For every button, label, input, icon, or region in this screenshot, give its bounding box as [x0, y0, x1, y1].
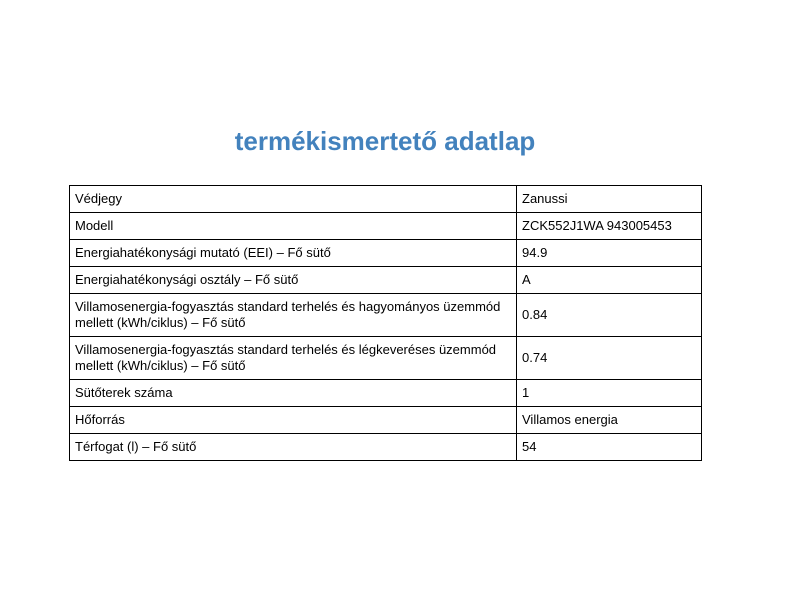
spec-label-cell: Modell	[70, 213, 517, 240]
spec-label-cell: Térfogat (l) – Fő sütő	[70, 434, 517, 461]
table-row	[70, 337, 702, 380]
spec-value-cell: 1	[517, 380, 702, 407]
spec-value-cell: Villamos energia	[517, 407, 702, 434]
spec-label-cell: Villamosenergia-fogyasztás standard terhelés és légkeveréses üzemmód mellett (kWh/ciklus) – Fő sütő	[70, 337, 517, 380]
spec-table	[69, 185, 702, 461]
table-row	[70, 294, 702, 337]
table-row	[70, 380, 702, 407]
spec-label-cell: Hőforrás	[70, 407, 517, 434]
spec-value-cell: 0.74	[517, 337, 702, 380]
table-row	[70, 240, 702, 267]
table-row	[70, 434, 702, 461]
spec-label-cell: Villamosenergia-fogyasztás standard terhelés és hagyományos üzemmód mellett (kWh/ciklus) – Fő sütő	[70, 294, 517, 337]
spec-value-cell: 94.9	[517, 240, 702, 267]
table-row	[70, 213, 702, 240]
table-row	[70, 407, 702, 434]
spec-value-cell: Zanussi	[517, 186, 702, 213]
spec-label-cell: Sütőterek száma	[70, 380, 517, 407]
spec-label-cell: Energiahatékonysági osztály – Fő sütő	[70, 267, 517, 294]
spec-value-cell: ZCK552J1WA 943005453	[517, 213, 702, 240]
spec-label-cell: Energiahatékonysági mutató (EEI) – Fő sütő	[70, 240, 517, 267]
spec-label-cell: Védjegy	[70, 186, 517, 213]
spec-value-cell: A	[517, 267, 702, 294]
spec-table-body	[70, 186, 702, 461]
page-title: termékismertető adatlap	[234, 126, 536, 156]
spec-value-cell: 0.84	[517, 294, 702, 337]
table-row	[70, 267, 702, 294]
spec-value-cell: 54	[517, 434, 702, 461]
table-row	[70, 186, 702, 213]
